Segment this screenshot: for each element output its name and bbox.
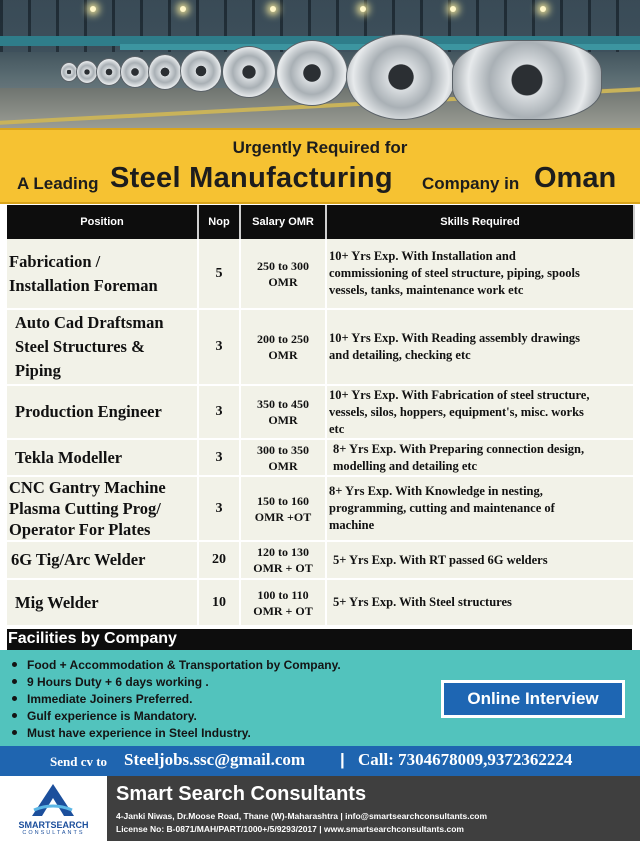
skills-cell: 5+ Yrs Exp. With RT passed 6G welders [326, 541, 634, 579]
logo-subtext: CONSULTANTS [22, 830, 85, 836]
email-link[interactable]: Steeljobs.ssc@gmail.com [124, 750, 306, 769]
bullet-icon [12, 713, 17, 718]
nop-cell: 3 [198, 439, 240, 476]
steel-coil [346, 34, 456, 120]
facilities-heading-bar [7, 629, 632, 650]
salary-cell: 150 to 160 OMR +OT [240, 476, 326, 541]
nop-cell: 20 [198, 541, 240, 579]
footer [0, 776, 640, 841]
company-address: 4-Janki Niwas, Dr.Moose Road, Thane (W)-Maharashtra | info@smartsearchconsultants.com [116, 811, 488, 821]
headline-banner [0, 128, 640, 204]
skills-cell: 10+ Yrs Exp. With Installation and commissioning of steel structure, piping, spools vessels, tanks, maintenance work etc [326, 239, 634, 309]
steel-coil [148, 54, 182, 90]
table-row [7, 476, 634, 541]
steel-coil [276, 40, 348, 106]
company-logo [0, 776, 107, 841]
nop-cell: 5 [198, 239, 240, 309]
positions-table [7, 205, 635, 627]
position-cell: Mig Welder [7, 579, 198, 626]
bullet-icon [12, 662, 17, 667]
header-position: Position [7, 205, 198, 239]
banner-country-text: Oman [534, 162, 617, 194]
position-cell: Production Engineer [7, 385, 198, 439]
nop-cell: 10 [198, 579, 240, 626]
nop-cell: 3 [198, 309, 240, 385]
steel-coil [120, 56, 150, 88]
steel-coil [222, 46, 276, 98]
table-row [7, 385, 634, 439]
contact-bar [0, 746, 640, 776]
list-item: Gulf experience is Mandatory. [12, 708, 341, 725]
salary-cell: 250 to 300 OMR [240, 239, 326, 309]
position-cell: 6G Tig/Arc Welder [7, 541, 198, 579]
logo-text: SMARTSEARCH [18, 820, 89, 830]
table-row [7, 439, 634, 476]
skills-cell: 8+ Yrs Exp. With Knowledge in nesting, programming, cutting and maintenance of machine [326, 476, 634, 541]
steel-coil [96, 58, 122, 86]
skills-cell: 10+ Yrs Exp. With Fabrication of steel structure, vessels, silos, hoppers, equipment's, misc. works etc [326, 385, 634, 439]
bullet-icon [12, 679, 17, 684]
skills-cell: 8+ Yrs Exp. With Preparing connection design, modelling and detailing etc [326, 439, 634, 476]
skills-cell: 10+ Yrs Exp. With Reading assembly drawings and detailing, checking etc [326, 309, 634, 385]
steel-coil [180, 50, 222, 92]
bullet-icon [12, 696, 17, 701]
steel-coil [452, 40, 602, 120]
facilities-heading: Facilities by Company [8, 630, 177, 647]
online-interview-badge: Online Interview [441, 680, 625, 718]
table-row [7, 541, 634, 579]
position-cell: Auto Cad Draftsman Steel Structures & Piping [7, 309, 198, 385]
steel-coil [76, 60, 98, 84]
table-row [7, 239, 634, 309]
salary-cell: 300 to 350 OMR [240, 439, 326, 476]
list-item: Food + Accommodation & Transportation by Company. [12, 657, 341, 674]
banner-industry-text: Steel Manufacturing [110, 162, 393, 194]
salary-cell: 120 to 130 OMR + OT [240, 541, 326, 579]
logo-mountain-icon [28, 780, 78, 820]
table-header-row [7, 205, 634, 239]
header-nop: Nop [198, 205, 240, 239]
salary-cell: 200 to 250 OMR [240, 309, 326, 385]
salary-cell: 100 to 110 OMR + OT [240, 579, 326, 626]
position-cell: Tekla Modeller [7, 439, 198, 476]
header-skills: Skills Required [326, 205, 634, 239]
list-item: Must have experience in Steel Industry. [12, 725, 341, 742]
salary-cell: 350 to 450 OMR [240, 385, 326, 439]
contact-separator: | [340, 750, 345, 769]
banner-lead-text: A Leading [17, 174, 99, 193]
position-cell: Fabrication / Installation Foreman [7, 239, 198, 309]
bullet-icon [12, 730, 17, 735]
company-name: Smart Search Consultants [116, 783, 367, 805]
company-license: License No: B-0871/MAH/PART/1000+/5/9293/2017 | www.smartsearchconsultants.com [116, 824, 464, 834]
position-cell: CNC Gantry Machine Plasma Cutting Prog/ Operator For Plates [7, 476, 198, 541]
facilities-list [12, 657, 341, 742]
nop-cell: 3 [198, 476, 240, 541]
table-row [7, 579, 634, 626]
nop-cell: 3 [198, 385, 240, 439]
hero-steel-coils-image [0, 0, 640, 128]
table-row [7, 309, 634, 385]
banner-company-text: Company in [422, 174, 520, 193]
skills-cell: 5+ Yrs Exp. With Steel structures [326, 579, 634, 626]
urgently-required-text: Urgently Required for [232, 138, 408, 157]
list-item: Immediate Joiners Preferred. [12, 691, 341, 708]
phone-numbers[interactable]: Call: 7304678009,9372362224 [358, 750, 573, 769]
list-item: 9 Hours Duty + 6 days working . [12, 674, 341, 691]
header-salary: Salary OMR [240, 205, 326, 239]
send-cv-label: Send cv to [50, 754, 108, 769]
